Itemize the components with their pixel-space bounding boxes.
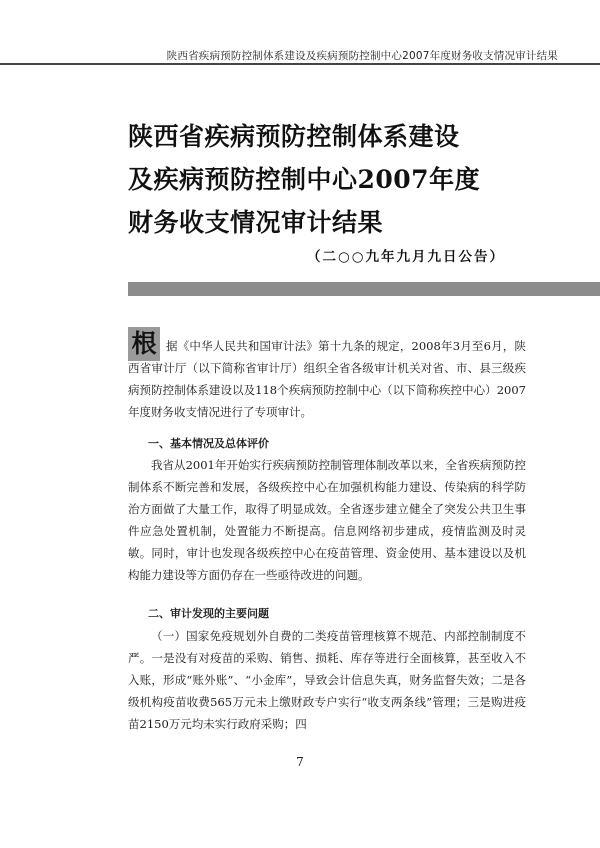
announcement-date: （二○○九年九月九日公告）: [307, 249, 506, 265]
title-line-1: 陕西省疾病预防控制体系建设: [128, 122, 460, 151]
section2-heading: 二、审计发现的主要问题: [148, 607, 269, 620]
intro-paragraph: 据《中华人民共和国审计法》第十九条的规定，2008年3月至6月，陕西省审计厅（以下简称省审计厅）组织全省各级审计机关对省、市、县三级疾病预防控制体系建设以及118个疾病预防控制中心（以下简称疾控中心）2007年度财务收支情况进行了专项审计。: [128, 339, 526, 419]
title-divider-bar: [128, 282, 600, 296]
running-header: 陕西省疾病预防控制体系建设及疾病预防控制中心2007年度财务收支情况审计结果: [166, 50, 558, 62]
title-line-3: 财务收支情况审计结果: [128, 208, 384, 237]
section1-paragraph: 我省从2001年开始实行疾病预防控制管理体制改革以来，全省疾病预防控制体系不断完善和发展，各级疾控中心在加强机构能力建设、传染病的科学防治方面做了大量工作，取得了明显成效。全省逐步建立健全了突发公共卫生事件应急处置机制，处置能力不断提高。信息网络初步建成，疫情监测及时灵敏。同时，审计也发现各级疾控中心在疫苗管理、资金使用、基本建设以及机构能力建设等方面仍存在一些亟待改进的问题。: [128, 458, 526, 582]
section1-heading: 一、基本情况及总体评价: [148, 437, 269, 450]
drop-cap: 根: [128, 327, 160, 361]
header-rule: [0, 63, 600, 65]
title-line-2: 及疾病预防控制中心2007年度: [128, 165, 481, 194]
page-number: 7: [296, 755, 304, 769]
section2-paragraph: （一）国家免疫规划外自费的二类疫苗管理核算不规范、内部控制制度不严。一是没有对疫苗的采购、销售、损耗、库存等进行全面核算，甚至收入不入账，形成“账外账”、“小金库”，导致会计信息失真，财务监督失效；二是各级机构疫苗收费565万元未上缴财政专户实行“收支两条线”管理；三是购进疫苗2150万元均未实行政府采购；四: [128, 629, 526, 731]
